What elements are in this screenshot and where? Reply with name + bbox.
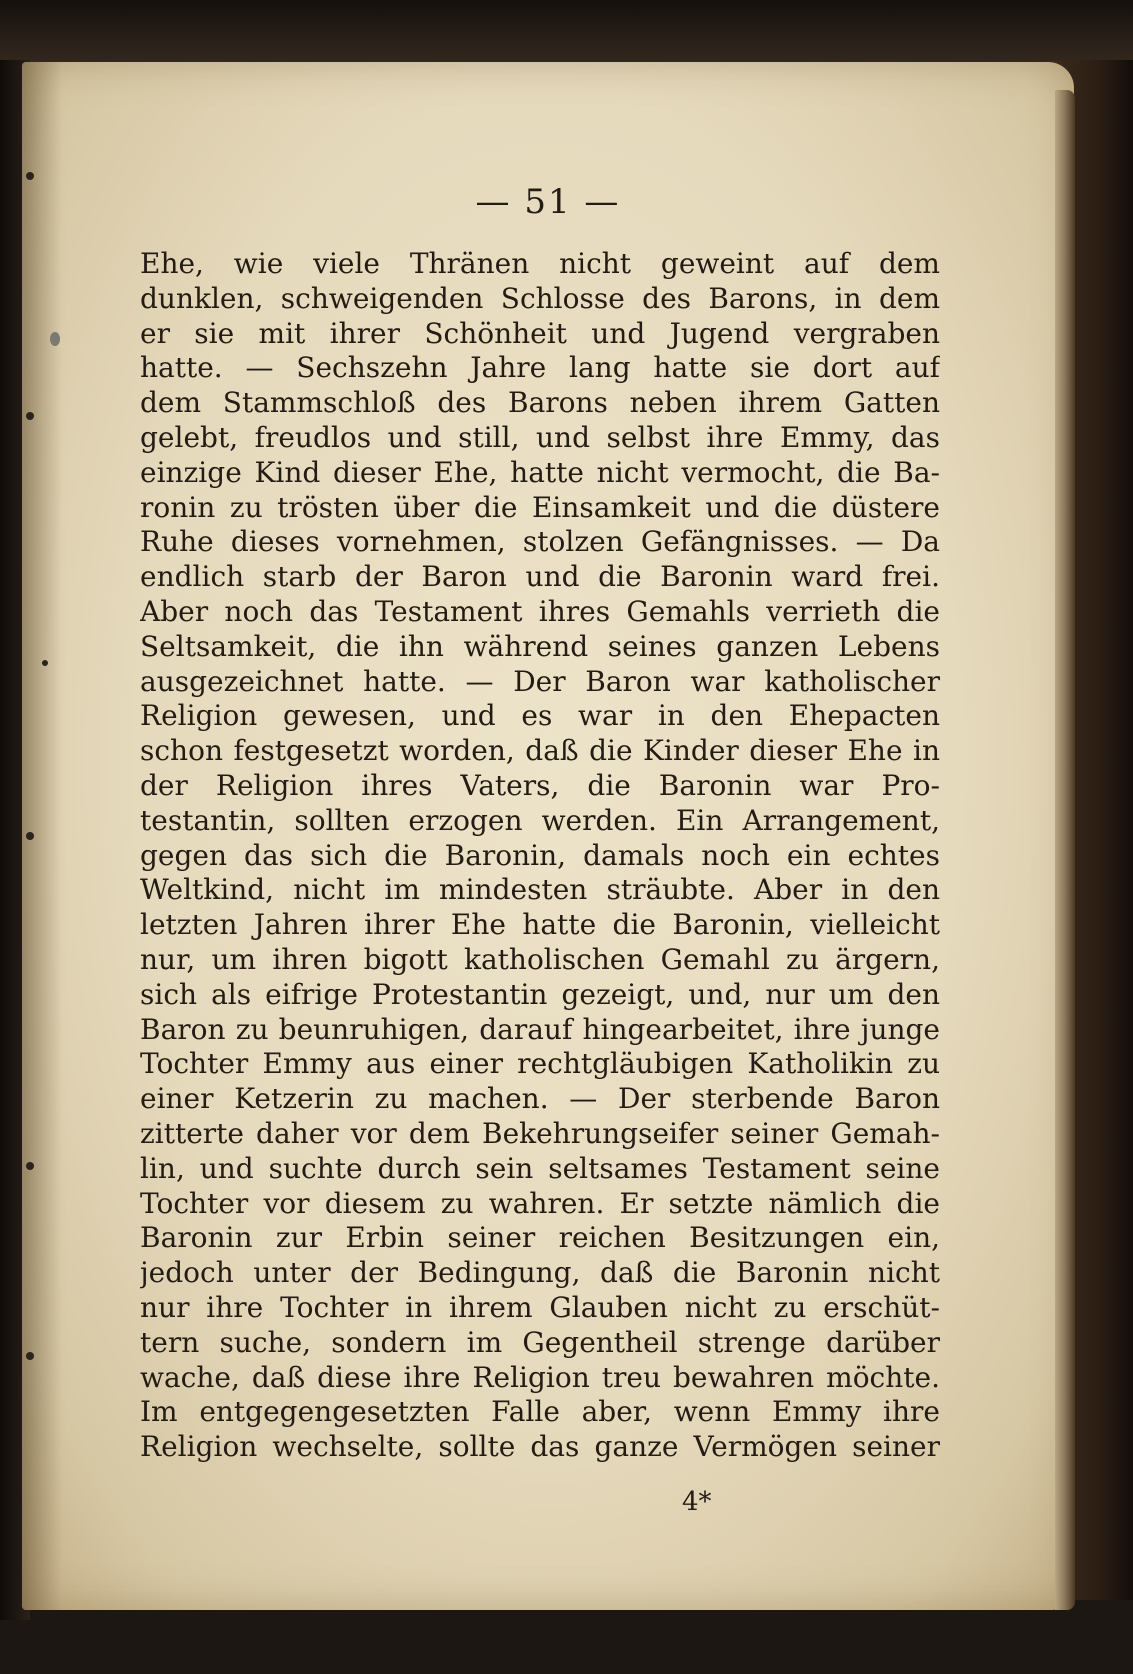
- text-line: wache, daß diese ihre Religion treu bewahren möchte.: [140, 1360, 940, 1394]
- text-line: sich als eifrige Protestantin gezeigt, und, nur um den: [140, 977, 940, 1011]
- text-line: zitterte daher vor dem Bekehrungseifer seiner Gemah-: [140, 1116, 940, 1150]
- text-line: Aber noch das Testament ihres Gemahls verrieth die: [140, 594, 940, 628]
- text-line: einzige Kind dieser Ehe, hatte nicht vermocht, die Ba-: [140, 455, 940, 489]
- margin-mark: [50, 332, 60, 346]
- text-line: endlich starb der Baron und die Baronin ward frei.: [140, 560, 940, 594]
- text-line: dem Stammschloß des Barons neben ihrem Gatten: [140, 386, 940, 420]
- text-line: Religion wechselte, sollte das ganze Vermögen seiner: [140, 1430, 940, 1464]
- text-line: er sie mit ihrer Schönheit und Jugend vergraben: [140, 316, 940, 350]
- text-line: letzten Jahren ihrer Ehe hatte die Baronin, vielleicht: [140, 908, 940, 942]
- text-line: lin, und suchte durch sein seltsames Testament seine: [140, 1151, 940, 1185]
- text-line: tern suche, sondern im Gegentheil strenge darüber: [140, 1325, 940, 1359]
- text-line: jedoch unter der Bedingung, daß die Baronin nicht: [140, 1256, 940, 1290]
- margin-mark: [26, 172, 34, 180]
- body-text: [140, 247, 940, 1465]
- text-line: gelebt, freudlos und still, und selbst ihre Emmy, das: [140, 420, 940, 454]
- text-line: Ehe, wie viele Thränen nicht geweint auf dem: [140, 247, 940, 280]
- signature-mark: 4*: [682, 1487, 712, 1517]
- text-line: Tochter Emmy aus einer rechtgläubigen Katholikin zu: [140, 1047, 940, 1081]
- text-line: Ruhe dieses vornehmen, stolzen Gefängnisses. — Da: [140, 525, 940, 559]
- text-line: der Religion ihres Vaters, die Baronin war Pro-: [140, 768, 940, 802]
- margin-mark: [26, 1352, 34, 1360]
- text-line: Baron zu beunruhigen, darauf hingearbeitet, ihre junge: [140, 1012, 940, 1046]
- margin-mark: [26, 1162, 34, 1170]
- text-line: nur ihre Tochter in ihrem Glauben nicht zu erschüt-: [140, 1290, 940, 1324]
- margin-mark: [26, 832, 34, 840]
- page-number: — 51 —: [475, 182, 621, 222]
- text-line: Tochter vor diesem zu wahren. Er setzte nämlich die: [140, 1186, 940, 1220]
- text-line: testantin, sollten erzogen werden. Ein Arrangement,: [140, 803, 940, 837]
- book-page: [22, 62, 1074, 1610]
- text-line: Baronin zur Erbin seiner reichen Besitzungen ein,: [140, 1221, 940, 1255]
- text-line: dunklen, schweigenden Schlosse des Barons, in dem: [140, 281, 940, 315]
- text-line: schon festgesetzt worden, daß die Kinder dieser Ehe in: [140, 734, 940, 768]
- text-line: Weltkind, nicht im mindesten sträubte. Aber in den: [140, 873, 940, 907]
- page-edge: [1055, 90, 1075, 1610]
- text-line: ronin zu trösten über die Einsamkeit und die düstere: [140, 490, 940, 524]
- margin-mark: [42, 660, 48, 666]
- text-line: hatte. — Sechszehn Jahre lang hatte sie dort auf: [140, 351, 940, 385]
- text-line: Religion gewesen, und es war in den Ehepacten: [140, 699, 940, 733]
- text-line: Im entgegengesetzten Falle aber, wenn Emmy ihre: [140, 1395, 940, 1429]
- text-line: nur, um ihren bigott katholischen Gemahl zu ärgern,: [140, 942, 940, 976]
- margin-mark: [26, 412, 34, 420]
- text-line: Seltsamkeit, die ihn während seines ganzen Lebens: [140, 629, 940, 663]
- text-line: einer Ketzerin zu machen. — Der sterbende Baron: [140, 1082, 940, 1116]
- text-line: ausgezeichnet hatte. — Der Baron war katholischer: [140, 664, 940, 698]
- text-line: gegen das sich die Baronin, damals noch ein echtes: [140, 838, 940, 872]
